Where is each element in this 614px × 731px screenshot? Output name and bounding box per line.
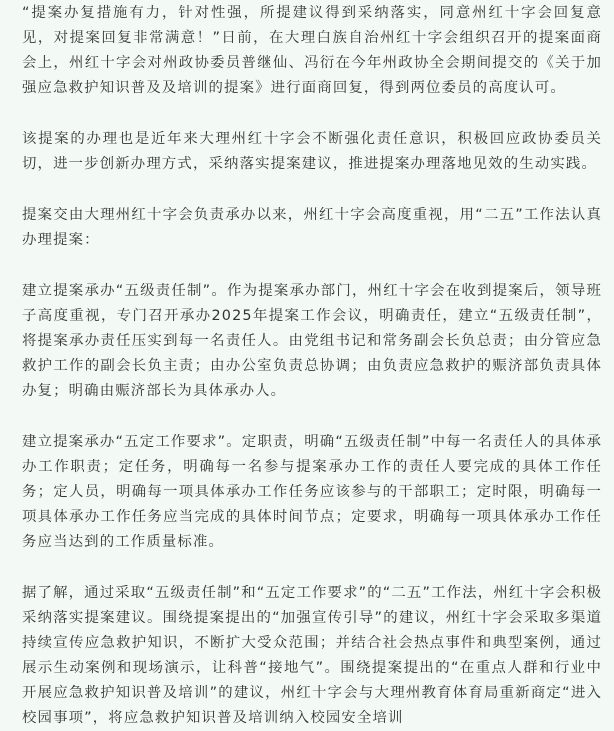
article-paragraph: 建立提案承办“五级责任制”。作为提案承办部门，州红十字会在收到提案后，领导班子高度重视，专门召开承办2025年提案工作会议，明确责任，建立“五级责任制”，将提案承办责任压实到每一名责任人。由党组书记和常务副会长负总责；由分管应急救护工作的副会长负主责；由办公室负责总协调；由负责应急救护的赈济部负责具体办复；明确由赈济部长为具体承办人。 (22, 283, 602, 399)
article-paragraph: “提案办复措施有力，针对性强，所提建议得到采纳落实，同意州红十字会回复意见，对提案回复非常满意！”日前，在大理白族自治州红十字会组织召开的提案面商会上，州红十字会对州政协委员普继仙、冯衍在今年州政协全会期间提交的《关于加强应急救护知识普及及培训的提案》进行面商回复，得到两位委员的高度认可。 (22, 5, 602, 96)
article-paragraph: 该提案的办理也是近年来大理州红十字会不断强化责任意识，积极回应政协委员关切，进一步创新办理方式，采纳落实提案建议，推进提案办理落地见效的生动实践。 (22, 131, 602, 172)
article-paragraph: 建立提案承办“五定工作要求”。定职责，明确“五级责任制”中每一名责任人的具体承办工作职责；定任务，明确每一名参与提案承办工作的责任人要完成的具体工作任务；定人员，明确每一项具体承办工作任务应该参与的干部职工；定时限，明确每一项具体承办工作任务应当完成的具体时间节点；定要求，明确每一项具体承办工作任务应当达到的工作质量标准。 (22, 434, 602, 550)
article-paragraph: 据了解，通过采取“五级责任制”和“五定工作要求”的“二五”工作法，州红十字会积极采纳落实提案建议。围绕提案提出的“加强宣传引导”的建议，州红十字会采取多渠道持续宣传应急救护知识，不断扩大受众范围；并结合社会热点事件和典型案例，通过展示生动案例和现场演示，让科普“接地气”。围绕提案提出的“在重点人群和行业中开展应急救护知识普及培训”的建议，州红十字会与大理州教育体育局重新商定“进入校园事项”，将应急救护知识普及培训纳入校园安全培训 (22, 585, 603, 726)
article-paragraph: 提案交由大理州红十字会负责承办以来，州红十字会高度重视，用“二五”工作法认真办理提案： (22, 207, 602, 248)
